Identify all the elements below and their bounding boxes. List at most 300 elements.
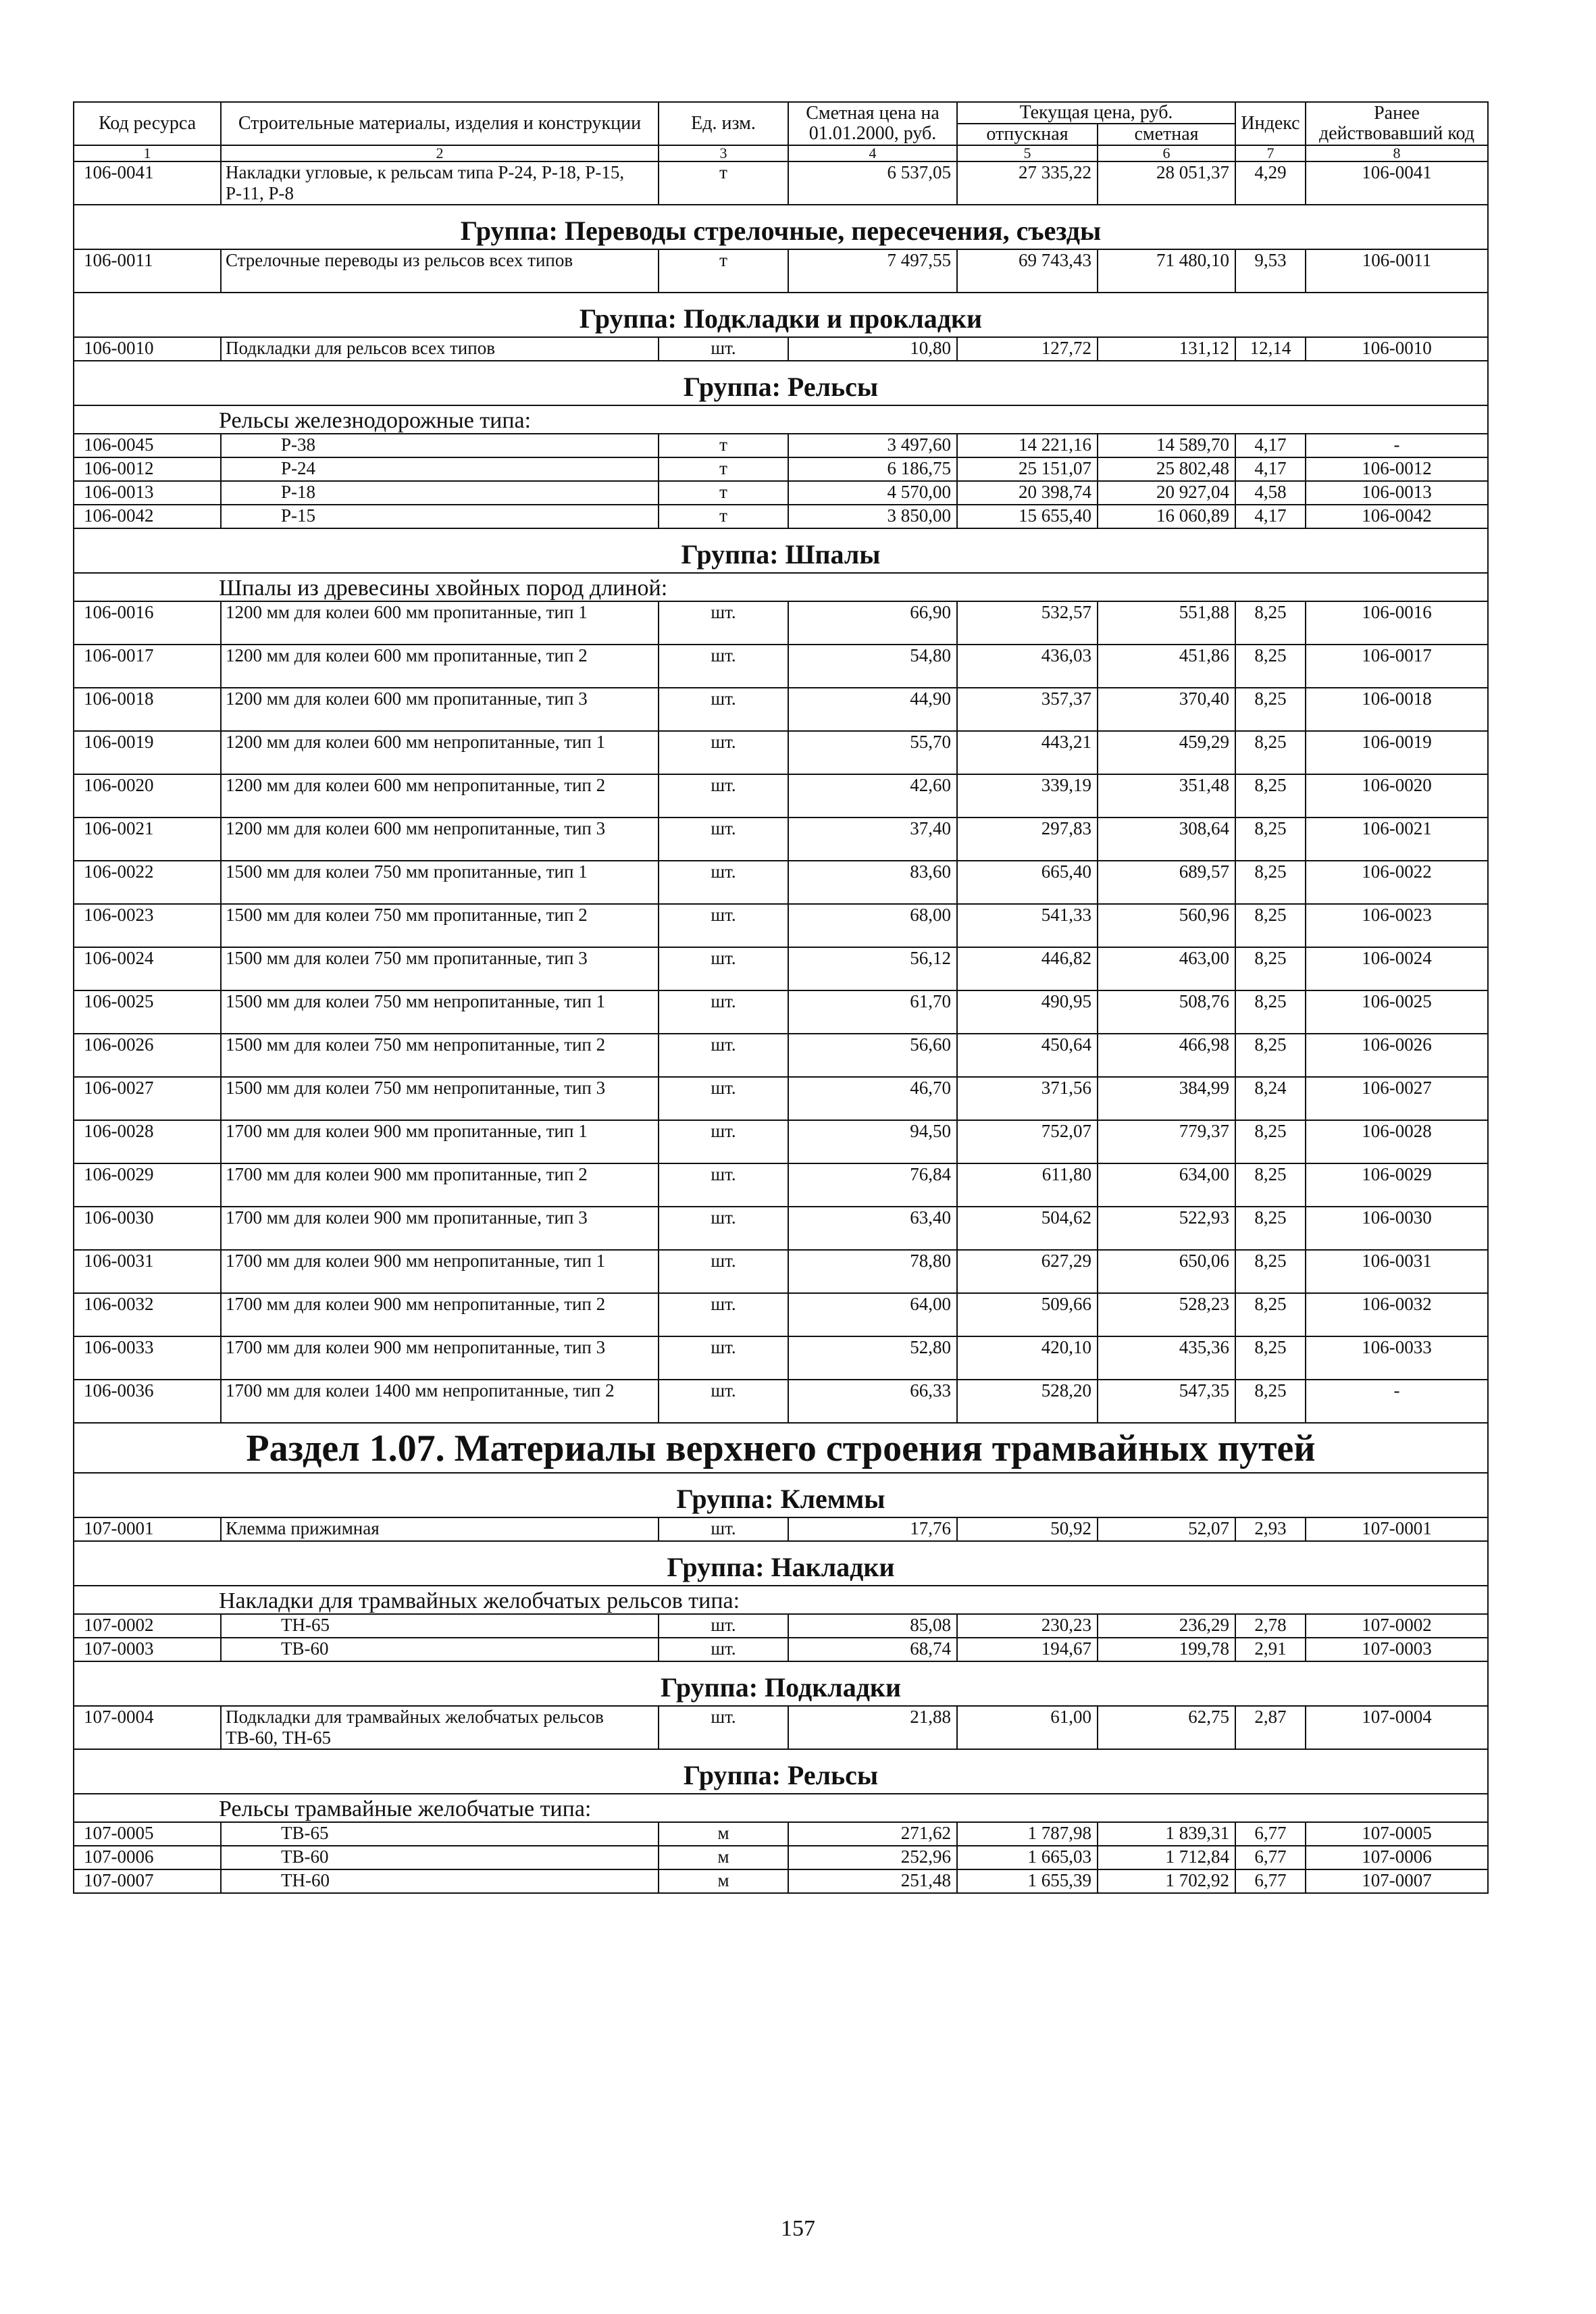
index-cell: 8,25 — [1235, 990, 1306, 1034]
material-name-cell: 1500 мм для колеи 750 мм непропитанные, тип 3 — [221, 1077, 659, 1120]
estimate-price-cell: 689,57 — [1098, 861, 1235, 904]
header-estimate-price: сметная — [1098, 124, 1235, 145]
unit-cell: шт. — [659, 818, 788, 861]
previous-code-cell: 106-0032 — [1306, 1293, 1488, 1336]
table-row — [74, 505, 1488, 528]
release-price-cell: 297,83 — [957, 818, 1098, 861]
estimate-price-cell: 459,29 — [1098, 731, 1235, 774]
header-index: Индекс — [1235, 102, 1306, 145]
release-price-cell: 1 665,03 — [957, 1846, 1098, 1869]
unit-cell: шт. — [659, 1706, 788, 1749]
material-name-cell: 1500 мм для колеи 750 мм непропитанные, тип 2 — [221, 1034, 659, 1077]
index-cell: 6,77 — [1235, 1846, 1306, 1869]
previous-code-cell: - — [1306, 434, 1488, 457]
group-heading: Группа: Рельсы — [74, 361, 1488, 405]
header-prev-code: Ранее действовавший код — [1306, 102, 1488, 145]
resource-code-cell: 106-0036 — [74, 1380, 221, 1423]
estimate-price-cell: 199,78 — [1098, 1638, 1235, 1661]
unit-cell: шт. — [659, 1517, 788, 1541]
table-row — [74, 1638, 1488, 1661]
table-row — [74, 1869, 1488, 1893]
table-row — [74, 1293, 1488, 1336]
previous-code-cell: 107-0007 — [1306, 1869, 1488, 1893]
unit-cell: шт. — [659, 1163, 788, 1207]
index-cell: 8,25 — [1235, 774, 1306, 818]
base-price-cell: 56,60 — [788, 1034, 957, 1077]
estimate-price-cell: 522,93 — [1098, 1207, 1235, 1250]
table-row — [74, 1822, 1488, 1846]
group-row — [74, 1749, 1488, 1794]
base-price-cell: 251,48 — [788, 1869, 957, 1893]
estimate-price-cell: 1 712,84 — [1098, 1846, 1235, 1869]
column-number: 7 — [1235, 145, 1306, 161]
material-name-cell: 1700 мм для колеи 900 мм непропитанные, тип 3 — [221, 1336, 659, 1380]
estimate-price-cell: 370,40 — [1098, 688, 1235, 731]
previous-code-cell: 106-0026 — [1306, 1034, 1488, 1077]
index-cell: 8,25 — [1235, 601, 1306, 645]
estimate-price-cell: 71 480,10 — [1098, 249, 1235, 293]
subgroup-heading: Шпалы из древесины хвойных пород длиной: — [74, 573, 1488, 601]
material-name-cell: Подкладки для рельсов всех типов — [221, 337, 659, 361]
resource-code-cell: 106-0022 — [74, 861, 221, 904]
resource-code-cell: 106-0016 — [74, 601, 221, 645]
estimate-price-cell: 547,35 — [1098, 1380, 1235, 1423]
estimate-price-cell: 131,12 — [1098, 337, 1235, 361]
table-row — [74, 947, 1488, 990]
release-price-cell: 27 335,22 — [957, 161, 1098, 205]
table-row — [74, 1163, 1488, 1207]
table-header — [74, 102, 1488, 161]
estimate-price-cell: 551,88 — [1098, 601, 1235, 645]
base-price-cell: 3 850,00 — [788, 505, 957, 528]
subgroup-heading: Рельсы трамвайные желобчатые типа: — [74, 1794, 1488, 1822]
group-row — [74, 1541, 1488, 1586]
table-row — [74, 1250, 1488, 1293]
resource-code-cell: 107-0006 — [74, 1846, 221, 1869]
base-price-cell: 6 537,05 — [788, 161, 957, 205]
previous-code-cell: 106-0011 — [1306, 249, 1488, 293]
release-price-cell: 357,37 — [957, 688, 1098, 731]
previous-code-cell: 107-0003 — [1306, 1638, 1488, 1661]
resource-code-cell: 106-0032 — [74, 1293, 221, 1336]
resource-code-cell: 106-0019 — [74, 731, 221, 774]
index-cell: 8,25 — [1235, 1034, 1306, 1077]
estimate-price-cell: 28 051,37 — [1098, 161, 1235, 205]
table-row — [74, 1034, 1488, 1077]
estimate-price-cell: 20 927,04 — [1098, 481, 1235, 505]
base-price-cell: 37,40 — [788, 818, 957, 861]
release-price-cell: 14 221,16 — [957, 434, 1098, 457]
base-price-cell: 54,80 — [788, 645, 957, 688]
base-price-cell: 52,80 — [788, 1336, 957, 1380]
unit-cell: шт. — [659, 1250, 788, 1293]
release-price-cell: 490,95 — [957, 990, 1098, 1034]
base-price-cell: 94,50 — [788, 1120, 957, 1163]
price-table-sheet — [73, 101, 1487, 1894]
resource-code-cell: 107-0002 — [74, 1614, 221, 1638]
unit-cell: т — [659, 249, 788, 293]
table-row — [74, 1846, 1488, 1869]
unit-cell: т — [659, 434, 788, 457]
index-cell: 4,58 — [1235, 481, 1306, 505]
table-row — [74, 645, 1488, 688]
index-cell: 8,25 — [1235, 1163, 1306, 1207]
base-price-cell: 68,74 — [788, 1638, 957, 1661]
previous-code-cell: 107-0005 — [1306, 1822, 1488, 1846]
estimate-price-cell: 508,76 — [1098, 990, 1235, 1034]
index-cell: 8,25 — [1235, 1120, 1306, 1163]
resource-code-cell: 106-0025 — [74, 990, 221, 1034]
index-cell: 8,25 — [1235, 904, 1306, 947]
resource-code-cell: 106-0029 — [74, 1163, 221, 1207]
resource-code-cell: 106-0045 — [74, 434, 221, 457]
column-number: 4 — [788, 145, 957, 161]
release-price-cell: 25 151,07 — [957, 457, 1098, 481]
previous-code-cell: 106-0019 — [1306, 731, 1488, 774]
resource-code-cell: 106-0033 — [74, 1336, 221, 1380]
previous-code-cell: 106-0028 — [1306, 1120, 1488, 1163]
index-cell: 8,25 — [1235, 688, 1306, 731]
table-row — [74, 434, 1488, 457]
group-row — [74, 205, 1488, 249]
material-name-cell: Р-15 — [221, 505, 659, 528]
resource-code-cell: 106-0041 — [74, 161, 221, 205]
estimate-price-cell: 435,36 — [1098, 1336, 1235, 1380]
group-row — [74, 361, 1488, 405]
base-price-cell: 76,84 — [788, 1163, 957, 1207]
unit-cell: шт. — [659, 904, 788, 947]
resource-code-cell: 107-0005 — [74, 1822, 221, 1846]
release-price-cell: 15 655,40 — [957, 505, 1098, 528]
material-name-cell: Р-18 — [221, 481, 659, 505]
resource-code-cell: 106-0020 — [74, 774, 221, 818]
header-base-price: Сметная цена на 01.01.2000, руб. — [788, 102, 957, 145]
release-price-cell: 446,82 — [957, 947, 1098, 990]
unit-cell: шт. — [659, 601, 788, 645]
base-price-cell: 6 186,75 — [788, 457, 957, 481]
table-row — [74, 1517, 1488, 1541]
release-price-cell: 627,29 — [957, 1250, 1098, 1293]
previous-code-cell: 107-0002 — [1306, 1614, 1488, 1638]
resource-code-cell: 106-0023 — [74, 904, 221, 947]
unit-cell: шт. — [659, 1293, 788, 1336]
sub-row — [74, 405, 1488, 434]
index-cell: 8,24 — [1235, 1077, 1306, 1120]
estimate-price-cell: 308,64 — [1098, 818, 1235, 861]
material-name-cell: 1500 мм для колеи 750 мм пропитанные, тип 2 — [221, 904, 659, 947]
base-price-cell: 4 570,00 — [788, 481, 957, 505]
base-price-cell: 83,60 — [788, 861, 957, 904]
base-price-cell: 271,62 — [788, 1822, 957, 1846]
previous-code-cell: 107-0006 — [1306, 1846, 1488, 1869]
release-price-cell: 752,07 — [957, 1120, 1098, 1163]
index-cell: 2,91 — [1235, 1638, 1306, 1661]
header-unit: Ед. изм. — [659, 102, 788, 145]
release-price-cell: 50,92 — [957, 1517, 1098, 1541]
previous-code-cell: 106-0010 — [1306, 337, 1488, 361]
estimate-price-cell: 560,96 — [1098, 904, 1235, 947]
header-code: Код ресурса — [74, 102, 221, 145]
index-cell: 8,25 — [1235, 1207, 1306, 1250]
group-heading: Группа: Шпалы — [74, 528, 1488, 573]
index-cell: 6,77 — [1235, 1869, 1306, 1893]
base-price-cell: 17,76 — [788, 1517, 957, 1541]
resource-code-cell: 106-0026 — [74, 1034, 221, 1077]
estimate-price-cell: 466,98 — [1098, 1034, 1235, 1077]
release-price-cell: 611,80 — [957, 1163, 1098, 1207]
unit-cell: шт. — [659, 1336, 788, 1380]
previous-code-cell: 106-0018 — [1306, 688, 1488, 731]
column-number: 8 — [1306, 145, 1488, 161]
material-name-cell: 1700 мм для колеи 900 мм пропитанные, тип 1 — [221, 1120, 659, 1163]
base-price-cell: 42,60 — [788, 774, 957, 818]
table-row — [74, 1120, 1488, 1163]
material-name-cell: 1500 мм для колеи 750 мм пропитанные, тип 3 — [221, 947, 659, 990]
base-price-cell: 3 497,60 — [788, 434, 957, 457]
base-price-cell: 78,80 — [788, 1250, 957, 1293]
table-row — [74, 161, 1488, 205]
material-name-cell: 1200 мм для колеи 600 мм пропитанные, тип 1 — [221, 601, 659, 645]
base-price-cell: 66,90 — [788, 601, 957, 645]
index-cell: 8,25 — [1235, 818, 1306, 861]
resource-code-cell: 106-0012 — [74, 457, 221, 481]
group-heading: Группа: Переводы стрелочные, пересечения, съезды — [74, 205, 1488, 249]
index-cell: 2,87 — [1235, 1706, 1306, 1749]
unit-cell: т — [659, 481, 788, 505]
group-heading: Группа: Подкладки — [74, 1661, 1488, 1706]
estimate-price-cell: 779,37 — [1098, 1120, 1235, 1163]
previous-code-cell: 106-0023 — [1306, 904, 1488, 947]
unit-cell: шт. — [659, 1380, 788, 1423]
unit-cell: шт. — [659, 990, 788, 1034]
previous-code-cell: - — [1306, 1380, 1488, 1423]
sub-row — [74, 573, 1488, 601]
release-price-cell: 69 743,43 — [957, 249, 1098, 293]
unit-cell: шт. — [659, 861, 788, 904]
index-cell: 8,25 — [1235, 731, 1306, 774]
previous-code-cell: 106-0042 — [1306, 505, 1488, 528]
column-number: 5 — [957, 145, 1098, 161]
base-price-cell: 61,70 — [788, 990, 957, 1034]
material-name-cell: 1700 мм для колеи 1400 мм непропитанные, тип 2 — [221, 1380, 659, 1423]
estimate-price-cell: 52,07 — [1098, 1517, 1235, 1541]
previous-code-cell: 106-0012 — [1306, 457, 1488, 481]
base-price-cell: 63,40 — [788, 1207, 957, 1250]
material-name-cell: Р-38 — [221, 434, 659, 457]
index-cell: 9,53 — [1235, 249, 1306, 293]
material-name-cell: 1700 мм для колеи 900 мм непропитанные, тип 1 — [221, 1250, 659, 1293]
resource-code-cell: 107-0001 — [74, 1517, 221, 1541]
material-name-cell: ТН-60 — [221, 1869, 659, 1893]
column-number-row — [74, 145, 1488, 161]
previous-code-cell: 106-0041 — [1306, 161, 1488, 205]
unit-cell: шт. — [659, 1120, 788, 1163]
resource-code-cell: 106-0013 — [74, 481, 221, 505]
estimate-price-cell: 16 060,89 — [1098, 505, 1235, 528]
unit-cell: шт. — [659, 688, 788, 731]
table-row — [74, 337, 1488, 361]
group-heading: Группа: Рельсы — [74, 1749, 1488, 1794]
group-row — [74, 1473, 1488, 1517]
group-row — [74, 1661, 1488, 1706]
resource-code-cell: 106-0027 — [74, 1077, 221, 1120]
material-name-cell: Накладки угловые, к рельсам типа Р-24, Р-18, Р-15, Р-11, Р-8 — [221, 161, 659, 205]
estimate-price-cell: 1 702,92 — [1098, 1869, 1235, 1893]
resource-code-cell: 106-0024 — [74, 947, 221, 990]
unit-cell: шт. — [659, 1034, 788, 1077]
material-name-cell: 1200 мм для колеи 600 мм пропитанные, тип 3 — [221, 688, 659, 731]
column-number: 2 — [221, 145, 659, 161]
material-name-cell: 1700 мм для колеи 900 мм пропитанные, тип 3 — [221, 1207, 659, 1250]
table-row — [74, 904, 1488, 947]
index-cell: 8,25 — [1235, 861, 1306, 904]
material-name-cell: ТВ-60 — [221, 1638, 659, 1661]
release-price-cell: 1 655,39 — [957, 1869, 1098, 1893]
material-name-cell: 1700 мм для колеи 900 мм пропитанные, тип 2 — [221, 1163, 659, 1207]
previous-code-cell: 107-0004 — [1306, 1706, 1488, 1749]
unit-cell: шт. — [659, 1638, 788, 1661]
previous-code-cell: 106-0024 — [1306, 947, 1488, 990]
table-row — [74, 1380, 1488, 1423]
previous-code-cell: 107-0001 — [1306, 1517, 1488, 1541]
estimate-price-cell: 1 839,31 — [1098, 1822, 1235, 1846]
previous-code-cell: 106-0017 — [1306, 645, 1488, 688]
previous-code-cell: 106-0021 — [1306, 818, 1488, 861]
unit-cell: т — [659, 505, 788, 528]
group-heading: Группа: Накладки — [74, 1541, 1488, 1586]
material-name-cell: Клемма прижимная — [221, 1517, 659, 1541]
previous-code-cell: 106-0030 — [1306, 1207, 1488, 1250]
column-number: 1 — [74, 145, 221, 161]
estimate-price-cell: 384,99 — [1098, 1077, 1235, 1120]
base-price-cell: 10,80 — [788, 337, 957, 361]
group-row — [74, 293, 1488, 337]
material-name-cell: ТВ-60 — [221, 1846, 659, 1869]
material-name-cell: Р-24 — [221, 457, 659, 481]
estimate-price-cell: 451,86 — [1098, 645, 1235, 688]
unit-cell: т — [659, 457, 788, 481]
index-cell: 8,25 — [1235, 1250, 1306, 1293]
table-row — [74, 731, 1488, 774]
index-cell: 6,77 — [1235, 1822, 1306, 1846]
table-row — [74, 1614, 1488, 1638]
base-price-cell: 7 497,55 — [788, 249, 957, 293]
previous-code-cell: 106-0029 — [1306, 1163, 1488, 1207]
subgroup-heading: Накладки для трамвайных желобчатых рельсов типа: — [74, 1586, 1488, 1614]
previous-code-cell: 106-0027 — [1306, 1077, 1488, 1120]
release-price-cell: 509,66 — [957, 1293, 1098, 1336]
release-price-cell: 230,23 — [957, 1614, 1098, 1638]
previous-code-cell: 106-0013 — [1306, 481, 1488, 505]
release-price-cell: 194,67 — [957, 1638, 1098, 1661]
unit-cell: шт. — [659, 1614, 788, 1638]
release-price-cell: 450,64 — [957, 1034, 1098, 1077]
index-cell: 2,93 — [1235, 1517, 1306, 1541]
resource-code-cell: 107-0003 — [74, 1638, 221, 1661]
page-number: 157 — [781, 2216, 815, 2241]
price-table — [73, 101, 1489, 1894]
base-price-cell: 55,70 — [788, 731, 957, 774]
table-row — [74, 861, 1488, 904]
group-heading: Группа: Клеммы — [74, 1473, 1488, 1517]
resource-code-cell: 106-0011 — [74, 249, 221, 293]
base-price-cell: 21,88 — [788, 1706, 957, 1749]
group-heading: Группа: Подкладки и прокладки — [74, 293, 1488, 337]
previous-code-cell: 106-0031 — [1306, 1250, 1488, 1293]
previous-code-cell: 106-0016 — [1306, 601, 1488, 645]
resource-code-cell: 107-0004 — [74, 1706, 221, 1749]
unit-cell: шт. — [659, 1077, 788, 1120]
base-price-cell: 66,33 — [788, 1380, 957, 1423]
column-number: 6 — [1098, 145, 1235, 161]
index-cell: 4,29 — [1235, 161, 1306, 205]
estimate-price-cell: 25 802,48 — [1098, 457, 1235, 481]
base-price-cell: 46,70 — [788, 1077, 957, 1120]
resource-code-cell: 106-0017 — [74, 645, 221, 688]
index-cell: 4,17 — [1235, 434, 1306, 457]
table-row — [74, 990, 1488, 1034]
column-number: 3 — [659, 145, 788, 161]
estimate-price-cell: 463,00 — [1098, 947, 1235, 990]
release-price-cell: 532,57 — [957, 601, 1098, 645]
resource-code-cell: 106-0030 — [74, 1207, 221, 1250]
previous-code-cell: 106-0022 — [1306, 861, 1488, 904]
table-row — [74, 1077, 1488, 1120]
material-name-cell: 1200 мм для колеи 600 мм непропитанные, тип 3 — [221, 818, 659, 861]
material-name-cell: 1500 мм для колеи 750 мм пропитанные, тип 1 — [221, 861, 659, 904]
previous-code-cell: 106-0020 — [1306, 774, 1488, 818]
release-price-cell: 371,56 — [957, 1077, 1098, 1120]
group-row — [74, 528, 1488, 573]
table-row — [74, 457, 1488, 481]
unit-cell: т — [659, 161, 788, 205]
estimate-price-cell: 634,00 — [1098, 1163, 1235, 1207]
unit-cell: шт. — [659, 774, 788, 818]
sub-row — [74, 1794, 1488, 1822]
base-price-cell: 44,90 — [788, 688, 957, 731]
estimate-price-cell: 351,48 — [1098, 774, 1235, 818]
table-row — [74, 818, 1488, 861]
resource-code-cell: 106-0031 — [74, 1250, 221, 1293]
base-price-cell: 68,00 — [788, 904, 957, 947]
sub-row — [74, 1586, 1488, 1614]
material-name-cell: 1200 мм для колеи 600 мм пропитанные, тип 2 — [221, 645, 659, 688]
base-price-cell: 56,12 — [788, 947, 957, 990]
index-cell: 8,25 — [1235, 645, 1306, 688]
table-row — [74, 481, 1488, 505]
unit-cell: шт. — [659, 645, 788, 688]
resource-code-cell: 106-0028 — [74, 1120, 221, 1163]
unit-cell: шт. — [659, 337, 788, 361]
release-price-cell: 420,10 — [957, 1336, 1098, 1380]
material-name-cell: ТН-65 — [221, 1614, 659, 1638]
unit-cell: м — [659, 1869, 788, 1893]
material-name-cell: 1700 мм для колеи 900 мм непропитанные, тип 2 — [221, 1293, 659, 1336]
release-price-cell: 61,00 — [957, 1706, 1098, 1749]
material-name-cell: 1500 мм для колеи 750 мм непропитанные, тип 1 — [221, 990, 659, 1034]
material-name-cell: ТВ-65 — [221, 1822, 659, 1846]
unit-cell: шт. — [659, 731, 788, 774]
unit-cell: м — [659, 1846, 788, 1869]
estimate-price-cell: 62,75 — [1098, 1706, 1235, 1749]
material-name-cell: Стрелочные переводы из рельсов всех типов — [221, 249, 659, 293]
estimate-price-cell: 528,23 — [1098, 1293, 1235, 1336]
index-cell: 4,17 — [1235, 505, 1306, 528]
base-price-cell: 252,96 — [788, 1846, 957, 1869]
base-price-cell: 64,00 — [788, 1293, 957, 1336]
release-price-cell: 541,33 — [957, 904, 1098, 947]
table-body — [74, 161, 1488, 1893]
